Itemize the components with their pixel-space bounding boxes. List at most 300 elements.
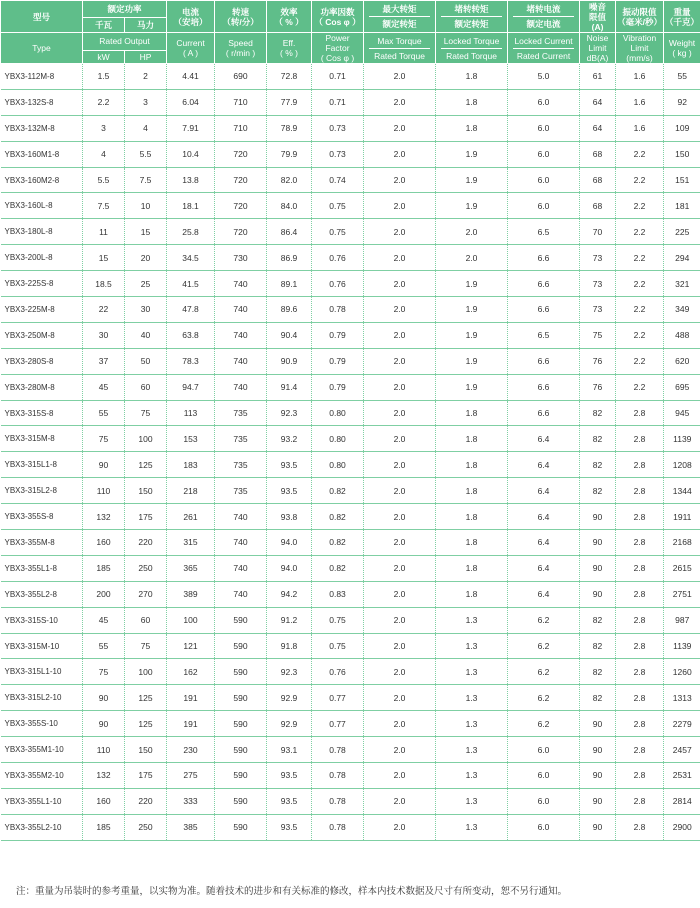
- row-type-cell: YBX3-225M-8: [1, 297, 83, 323]
- table-cell: 0.78: [312, 763, 364, 789]
- table-cell: 735: [215, 452, 267, 478]
- table-cell: 740: [215, 530, 267, 556]
- table-cell: 92.9: [267, 711, 312, 737]
- table-cell: 2.2: [616, 193, 664, 219]
- table-cell: 2.0: [364, 64, 436, 90]
- table-cell: 1139: [664, 426, 700, 452]
- table-cell: 91.2: [267, 607, 312, 633]
- table-cell: 6.6: [508, 400, 580, 426]
- row-type-cell: YBX3-132M-8: [1, 115, 83, 141]
- table-cell: 321: [664, 271, 700, 297]
- table-cell: 2900: [664, 814, 700, 840]
- table-cell: 2: [125, 64, 167, 90]
- table-cell: 261: [167, 504, 215, 530]
- table-cell: 75: [580, 322, 616, 348]
- table-cell: 90: [580, 763, 616, 789]
- table-cell: 710: [215, 115, 267, 141]
- table-cell: 77.9: [267, 89, 312, 115]
- table-cell: 0.79: [312, 348, 364, 374]
- table-cell: 3: [125, 89, 167, 115]
- table-cell: 0.78: [312, 814, 364, 840]
- table-cell: 270: [125, 581, 167, 607]
- table-cell: 6.0: [508, 141, 580, 167]
- table-cell: 68: [580, 167, 616, 193]
- table-cell: 110: [83, 737, 125, 763]
- table-cell: 100: [167, 607, 215, 633]
- table-cell: 90: [580, 504, 616, 530]
- table-cell: 6.4: [508, 452, 580, 478]
- table-cell: 4.41: [167, 64, 215, 90]
- table-row: [1, 374, 700, 400]
- table-row: [1, 348, 700, 374]
- table-cell: 64: [580, 89, 616, 115]
- table-cell: 710: [215, 89, 267, 115]
- header-pf-cn: 功率因数 （ Cos φ ）: [312, 1, 364, 33]
- table-cell: 2.0: [364, 167, 436, 193]
- table-cell: 2.0: [364, 555, 436, 581]
- table-cell: 93.5: [267, 452, 312, 478]
- table-cell: 6.0: [508, 788, 580, 814]
- table-cell: 740: [215, 322, 267, 348]
- table-cell: 1.9: [436, 271, 508, 297]
- table-cell: 73: [580, 245, 616, 271]
- table-cell: 2.8: [616, 814, 664, 840]
- table-cell: 590: [215, 633, 267, 659]
- table-cell: 5.0: [508, 64, 580, 90]
- table-cell: 0.77: [312, 685, 364, 711]
- table-cell: 25: [125, 271, 167, 297]
- table-cell: 730: [215, 245, 267, 271]
- table-cell: 2457: [664, 737, 700, 763]
- table-cell: 1.9: [436, 348, 508, 374]
- table-cell: 82: [580, 659, 616, 685]
- table-cell: 1.9: [436, 374, 508, 400]
- table-cell: 590: [215, 659, 267, 685]
- table-cell: 1.8: [436, 400, 508, 426]
- table-cell: 183: [167, 452, 215, 478]
- table-cell: 45: [83, 607, 125, 633]
- table-cell: 75: [83, 426, 125, 452]
- table-cell: 92.3: [267, 659, 312, 685]
- table-cell: 0.71: [312, 89, 364, 115]
- table-cell: 2.2: [616, 348, 664, 374]
- table-row: [1, 685, 700, 711]
- table-row: [1, 452, 700, 478]
- table-cell: 735: [215, 478, 267, 504]
- table-row: [1, 115, 700, 141]
- table-cell: 93.5: [267, 763, 312, 789]
- table-cell: 0.74: [312, 167, 364, 193]
- table-cell: 218: [167, 478, 215, 504]
- table-cell: 1139: [664, 633, 700, 659]
- table-cell: 389: [167, 581, 215, 607]
- header-vibration-cn: 振动限值 （毫米/秒）: [616, 1, 664, 33]
- table-cell: 150: [125, 478, 167, 504]
- row-type-cell: YBX3-315L2-8: [1, 478, 83, 504]
- table-cell: 0.80: [312, 426, 364, 452]
- table-cell: 740: [215, 555, 267, 581]
- table-cell: 220: [125, 788, 167, 814]
- table-cell: 86.9: [267, 245, 312, 271]
- table-cell: 2615: [664, 555, 700, 581]
- table-cell: 91.4: [267, 374, 312, 400]
- header-locked-torque-en: Locked Torque Rated Torque: [436, 33, 508, 64]
- table-cell: 125: [125, 711, 167, 737]
- table-cell: 2.0: [364, 607, 436, 633]
- table-cell: 1.5: [83, 64, 125, 90]
- table-row: [1, 788, 700, 814]
- table-cell: 6.2: [508, 711, 580, 737]
- table-cell: 2.8: [616, 426, 664, 452]
- table-cell: 1208: [664, 452, 700, 478]
- table-cell: 92.3: [267, 400, 312, 426]
- table-cell: 55: [83, 633, 125, 659]
- table-cell: 109: [664, 115, 700, 141]
- table-cell: 153: [167, 426, 215, 452]
- table-cell: 1.6: [616, 64, 664, 90]
- table-cell: 90.9: [267, 348, 312, 374]
- table-cell: 225: [664, 219, 700, 245]
- table-cell: 1.9: [436, 297, 508, 323]
- table-cell: 90.4: [267, 322, 312, 348]
- table-cell: 230: [167, 737, 215, 763]
- table-cell: 73: [580, 297, 616, 323]
- header-max-torque-en: Max Torque Rated Torque: [364, 33, 436, 64]
- table-cell: 720: [215, 219, 267, 245]
- table-row: [1, 426, 700, 452]
- table-cell: 132: [83, 763, 125, 789]
- table-cell: 2.0: [364, 322, 436, 348]
- table-cell: 200: [83, 581, 125, 607]
- table-cell: 78.3: [167, 348, 215, 374]
- table-cell: 34.5: [167, 245, 215, 271]
- table-cell: 6.04: [167, 89, 215, 115]
- table-cell: 100: [125, 426, 167, 452]
- table-cell: 7.91: [167, 115, 215, 141]
- row-type-cell: YBX3-315S-10: [1, 607, 83, 633]
- table-cell: 18.5: [83, 271, 125, 297]
- row-type-cell: YBX3-315L1-8: [1, 452, 83, 478]
- table-cell: 740: [215, 504, 267, 530]
- table-cell: 94.0: [267, 555, 312, 581]
- table-cell: 695: [664, 374, 700, 400]
- table-row: [1, 89, 700, 115]
- header-eff-en: Eff. ( % ): [267, 33, 312, 64]
- table-cell: 0.76: [312, 659, 364, 685]
- table-row: [1, 581, 700, 607]
- table-cell: 93.5: [267, 788, 312, 814]
- table-cell: 50: [125, 348, 167, 374]
- table-cell: 2.0: [364, 581, 436, 607]
- table-cell: 2.0: [364, 478, 436, 504]
- header-speed-cn: 转速 （转/分）: [215, 1, 267, 33]
- table-cell: 191: [167, 685, 215, 711]
- table-cell: 5.5: [125, 141, 167, 167]
- table-cell: 2.8: [616, 685, 664, 711]
- table-cell: 90: [580, 788, 616, 814]
- table-cell: 89.6: [267, 297, 312, 323]
- row-type-cell: YBX3-315S-8: [1, 400, 83, 426]
- row-type-cell: YBX3-132S-8: [1, 89, 83, 115]
- table-cell: 6.0: [508, 814, 580, 840]
- table-cell: 90: [580, 555, 616, 581]
- table-cell: 735: [215, 426, 267, 452]
- table-row: [1, 659, 700, 685]
- table-cell: 30: [125, 297, 167, 323]
- row-type-cell: YBX3-355S-8: [1, 504, 83, 530]
- table-cell: 151: [664, 167, 700, 193]
- table-cell: 590: [215, 737, 267, 763]
- table-cell: 175: [125, 763, 167, 789]
- table-row: [1, 555, 700, 581]
- header-noise-en: Noise Limit dB(A): [580, 33, 616, 64]
- table-cell: 945: [664, 400, 700, 426]
- table-cell: 1.3: [436, 737, 508, 763]
- table-row: [1, 504, 700, 530]
- table-cell: 113: [167, 400, 215, 426]
- table-cell: 720: [215, 167, 267, 193]
- header-eff-cn: 效率 （ % ）: [267, 1, 312, 33]
- table-cell: 2.2: [616, 322, 664, 348]
- header-type-cn: 型号: [1, 1, 83, 33]
- table-cell: 2.8: [616, 763, 664, 789]
- table-cell: 2.0: [364, 219, 436, 245]
- table-cell: 47.8: [167, 297, 215, 323]
- table-cell: 82: [580, 452, 616, 478]
- table-cell: 6.6: [508, 348, 580, 374]
- table-cell: 987: [664, 607, 700, 633]
- table-cell: 1.8: [436, 452, 508, 478]
- table-cell: 82: [580, 426, 616, 452]
- table-cell: 2.0: [364, 348, 436, 374]
- table-cell: 740: [215, 581, 267, 607]
- table-cell: 294: [664, 245, 700, 271]
- row-type-cell: YBX3-355L2-10: [1, 814, 83, 840]
- table-row: [1, 297, 700, 323]
- table-cell: 82.0: [267, 167, 312, 193]
- table-cell: 735: [215, 400, 267, 426]
- table-cell: 1.9: [436, 167, 508, 193]
- table-cell: 94.7: [167, 374, 215, 400]
- table-cell: 90: [83, 452, 125, 478]
- row-type-cell: YBX3-355M1-10: [1, 737, 83, 763]
- table-cell: 2.2: [616, 167, 664, 193]
- table-cell: 1.3: [436, 711, 508, 737]
- table-cell: 590: [215, 788, 267, 814]
- table-cell: 0.83: [312, 581, 364, 607]
- table-cell: 185: [83, 814, 125, 840]
- table-cell: 1911: [664, 504, 700, 530]
- table-cell: 0.82: [312, 478, 364, 504]
- table-cell: 11: [83, 219, 125, 245]
- table-cell: 1.8: [436, 115, 508, 141]
- table-cell: 84.0: [267, 193, 312, 219]
- table-cell: 2.8: [616, 581, 664, 607]
- table-cell: 2.0: [364, 685, 436, 711]
- table-cell: 2814: [664, 788, 700, 814]
- table-cell: 0.73: [312, 141, 364, 167]
- table-cell: 1.9: [436, 322, 508, 348]
- table-cell: 41.5: [167, 271, 215, 297]
- table-cell: 2.2: [616, 245, 664, 271]
- table-cell: 100: [125, 659, 167, 685]
- table-cell: 2.0: [364, 452, 436, 478]
- table-cell: 349: [664, 297, 700, 323]
- table-cell: 2.0: [364, 271, 436, 297]
- table-cell: 91.8: [267, 633, 312, 659]
- table-cell: 2.0: [364, 711, 436, 737]
- row-type-cell: YBX3-355M2-10: [1, 763, 83, 789]
- table-cell: 7.5: [83, 193, 125, 219]
- table-cell: 590: [215, 685, 267, 711]
- table-cell: 2.2: [616, 374, 664, 400]
- table-cell: 0.78: [312, 297, 364, 323]
- table-cell: 125: [125, 685, 167, 711]
- table-cell: 590: [215, 763, 267, 789]
- table-row: [1, 633, 700, 659]
- table-cell: 86.4: [267, 219, 312, 245]
- table-cell: 1.3: [436, 814, 508, 840]
- table-cell: 2.2: [616, 271, 664, 297]
- table-cell: 0.82: [312, 504, 364, 530]
- table-cell: 740: [215, 374, 267, 400]
- table-cell: 82: [580, 607, 616, 633]
- table-cell: 125: [125, 452, 167, 478]
- table-cell: 5.5: [83, 167, 125, 193]
- table-row: [1, 322, 700, 348]
- header-hp-en: HP: [125, 50, 167, 63]
- table-cell: 93.2: [267, 426, 312, 452]
- header-max-torque-cn: 最大转矩 额定转矩: [364, 1, 436, 33]
- table-cell: 61: [580, 64, 616, 90]
- table-cell: 79.9: [267, 141, 312, 167]
- table-cell: 1260: [664, 659, 700, 685]
- table-cell: 4: [83, 141, 125, 167]
- table-cell: 0.76: [312, 245, 364, 271]
- table-cell: 75: [83, 659, 125, 685]
- header-rated-output-cn: 额定功率: [83, 1, 167, 18]
- table-cell: 1.3: [436, 633, 508, 659]
- table-cell: 2.0: [364, 659, 436, 685]
- table-cell: 2.0: [364, 530, 436, 556]
- table-row: [1, 763, 700, 789]
- footnote: 注：重量为吊装时的参考重量，以实物为准。随着技术的进步和有关标准的修改，样本内技术数据及尺寸有所变动，恕不另行通知。: [16, 886, 568, 897]
- table-cell: 2.8: [616, 555, 664, 581]
- row-type-cell: YBX3-112M-8: [1, 64, 83, 90]
- table-cell: 2.0: [364, 374, 436, 400]
- table-cell: 6.6: [508, 297, 580, 323]
- table-cell: 2.0: [364, 504, 436, 530]
- header-locked-current-en: Locked Current Rated Current: [508, 33, 580, 64]
- table-cell: 4: [125, 115, 167, 141]
- table-cell: 1.8: [436, 581, 508, 607]
- table-cell: 37: [83, 348, 125, 374]
- table-cell: 365: [167, 555, 215, 581]
- table-cell: 2.8: [616, 400, 664, 426]
- table-cell: 2.0: [364, 400, 436, 426]
- table-cell: 40: [125, 322, 167, 348]
- row-type-cell: YBX3-250M-8: [1, 322, 83, 348]
- table-cell: 121: [167, 633, 215, 659]
- table-cell: 92.9: [267, 685, 312, 711]
- table-cell: 720: [215, 141, 267, 167]
- header-kw-cn: 千瓦: [83, 18, 125, 33]
- table-cell: 93.5: [267, 814, 312, 840]
- row-type-cell: YBX3-200L-8: [1, 245, 83, 271]
- row-type-cell: YBX3-225S-8: [1, 271, 83, 297]
- table-cell: 6.4: [508, 555, 580, 581]
- table-cell: 6.4: [508, 478, 580, 504]
- table-cell: 2.0: [364, 245, 436, 271]
- table-row: [1, 814, 700, 840]
- table-cell: 20: [125, 245, 167, 271]
- table-cell: 55: [664, 64, 700, 90]
- table-cell: 2.2: [616, 219, 664, 245]
- table-cell: 162: [167, 659, 215, 685]
- table-cell: 6.2: [508, 633, 580, 659]
- table-cell: 2.2: [83, 89, 125, 115]
- table-cell: 590: [215, 607, 267, 633]
- table-cell: 82: [580, 478, 616, 504]
- table-cell: 63.8: [167, 322, 215, 348]
- table-cell: 2.8: [616, 711, 664, 737]
- table-cell: 6.6: [508, 374, 580, 400]
- row-type-cell: YBX3-355L1-10: [1, 788, 83, 814]
- table-cell: 90: [580, 737, 616, 763]
- table-cell: 0.78: [312, 737, 364, 763]
- table-cell: 93.5: [267, 478, 312, 504]
- table-row: [1, 737, 700, 763]
- table-cell: 68: [580, 141, 616, 167]
- table-cell: 90: [580, 530, 616, 556]
- table-cell: 2.8: [616, 788, 664, 814]
- table-cell: 6.4: [508, 530, 580, 556]
- table-cell: 1.3: [436, 763, 508, 789]
- table-row: [1, 167, 700, 193]
- table-cell: 740: [215, 271, 267, 297]
- table-cell: 60: [125, 374, 167, 400]
- table-cell: 488: [664, 322, 700, 348]
- table-cell: 2168: [664, 530, 700, 556]
- table-cell: 175: [125, 504, 167, 530]
- table-cell: 2.0: [436, 219, 508, 245]
- table-cell: 94.0: [267, 530, 312, 556]
- table-cell: 6.4: [508, 504, 580, 530]
- table-cell: 6.6: [508, 271, 580, 297]
- table-cell: 1.9: [436, 141, 508, 167]
- table-cell: 1.8: [436, 504, 508, 530]
- table-cell: 0.77: [312, 711, 364, 737]
- table-cell: 90: [83, 711, 125, 737]
- table-cell: 15: [83, 245, 125, 271]
- table-cell: 0.82: [312, 555, 364, 581]
- table-cell: 6.0: [508, 193, 580, 219]
- table-cell: 6.2: [508, 659, 580, 685]
- table-cell: 68: [580, 193, 616, 219]
- table-cell: 6.4: [508, 581, 580, 607]
- table-cell: 25.8: [167, 219, 215, 245]
- table-cell: 1.3: [436, 788, 508, 814]
- table-cell: 30: [83, 322, 125, 348]
- table-cell: 7.5: [125, 167, 167, 193]
- header-hp-cn: 马力: [125, 18, 167, 33]
- table-cell: 73: [580, 271, 616, 297]
- table-cell: 22: [83, 297, 125, 323]
- table-row: [1, 64, 700, 90]
- table-cell: 2.0: [364, 115, 436, 141]
- table-cell: 181: [664, 193, 700, 219]
- table-cell: 64: [580, 115, 616, 141]
